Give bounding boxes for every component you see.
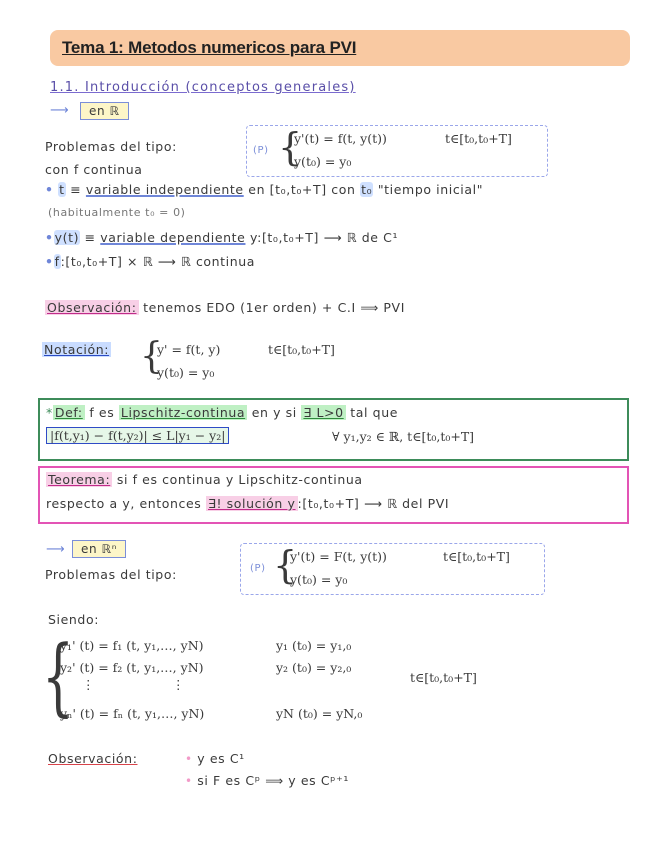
page-title: Tema 1: Metodos numericos para PVI bbox=[62, 38, 357, 57]
obs2-item2-text: si F es Cᵖ ⟹ y es Cᵖ⁺¹ bbox=[197, 773, 349, 788]
notation-cond: t∈[t₀,t₀+T] bbox=[268, 342, 335, 357]
equiv: ≡ bbox=[80, 230, 101, 245]
observation-2-item1 bbox=[185, 751, 245, 766]
bullet-f-rest: :[t₀,t₀+T] × ℝ ⟶ ℝ continua bbox=[60, 254, 256, 269]
theorem-line1 bbox=[46, 472, 363, 487]
bullet-y-rest: y:[t₀,t₀+T] ⟶ ℝ de C¹ bbox=[245, 230, 399, 245]
system2-cond1: t∈[t₀,t₀+T] bbox=[443, 549, 510, 564]
theorem-text2: respecto a y, entonces bbox=[46, 496, 206, 511]
bullet-dot-icon: • bbox=[185, 774, 193, 788]
t0-symbol: t₀ bbox=[361, 182, 373, 197]
component-ic-2: y₂ (t₀) = y₂,₀ bbox=[276, 660, 352, 675]
bullet-dot-icon: • bbox=[45, 254, 54, 269]
notation-label bbox=[42, 342, 111, 357]
def-post: en y si bbox=[247, 405, 302, 420]
system-cond1: t∈[t₀,t₀+T] bbox=[445, 131, 512, 146]
notation-eq2: y(t₀) = y₀ bbox=[157, 365, 215, 380]
definition-line2 bbox=[46, 428, 229, 443]
arrow-icon: ⟶ bbox=[46, 542, 65, 557]
exists-l: ∃ L>0 bbox=[303, 405, 344, 420]
siendo-label: Siendo: bbox=[48, 612, 100, 627]
dependent-variable: variable dependiente bbox=[100, 230, 246, 245]
bullet-dot-icon: • bbox=[45, 230, 54, 245]
lipschitz-term: Lipschitz-continua bbox=[120, 405, 246, 420]
left-brace-icon: { bbox=[42, 627, 75, 725]
lipschitz-inequality: |f(t,y₁) − f(t,y₂)| ≤ L|y₁ − y₂| bbox=[46, 427, 229, 444]
bullet-t-note: (habitualmente t₀ = 0) bbox=[48, 206, 186, 219]
theorem-line2 bbox=[46, 496, 449, 511]
bullet-dot-icon: • bbox=[185, 752, 193, 766]
bullet-t bbox=[45, 182, 483, 197]
component-eq-1: y₁' (t) = f₁ (t, y₁,…, yN) bbox=[60, 638, 204, 653]
observation-1 bbox=[45, 300, 405, 315]
theorem-text1: si f es continua y Lipschitz-continua bbox=[112, 472, 363, 487]
en-rn-label: en ℝⁿ bbox=[72, 540, 126, 558]
f-symbol: f bbox=[54, 254, 60, 269]
left-brace-icon: { bbox=[273, 543, 298, 587]
problem2-label: Problemas del tipo: bbox=[45, 567, 177, 582]
arrow-icon: ⟶ bbox=[50, 103, 69, 118]
components-cond: t∈[t₀,t₀+T] bbox=[410, 670, 477, 685]
vertical-dots: ⋮ bbox=[172, 677, 185, 692]
notation-eq1: y' = f(t, y) bbox=[157, 342, 221, 357]
observation-label-2: Observación: bbox=[48, 751, 138, 766]
component-ic-n: yN (t₀) = yN,₀ bbox=[276, 706, 363, 721]
component-eq-2: y₂' (t) = f₂ (t, y₁,…, yN) bbox=[60, 660, 204, 675]
obs2-item1-text: y es C¹ bbox=[197, 751, 245, 766]
independent-variable: variable independiente bbox=[85, 182, 244, 197]
observation-label: Observación: bbox=[47, 300, 137, 315]
section-heading: 1.1. Introducción (conceptos generales) bbox=[50, 80, 356, 95]
system2-eq1: y'(t) = F(t, y(t)) bbox=[290, 549, 387, 564]
observation-2-item2 bbox=[185, 773, 349, 788]
p-tag-2: (P) bbox=[250, 563, 266, 574]
bullet-f bbox=[45, 254, 255, 269]
star-icon: * bbox=[46, 405, 53, 420]
component-ic-1: y₁ (t₀) = y₁,₀ bbox=[276, 638, 352, 653]
bullet-y bbox=[45, 230, 398, 245]
definition-line1 bbox=[46, 405, 398, 420]
p-tag: (P) bbox=[253, 145, 269, 156]
problem-intro: Problemas del tipo: bbox=[45, 139, 177, 154]
system2-eq2: y(t₀) = y₀ bbox=[290, 572, 348, 587]
en-r-label: en ℝ bbox=[80, 102, 129, 120]
theorem-label: Teorema: bbox=[48, 472, 111, 487]
problem-intro-continua: con f continua bbox=[45, 162, 143, 177]
observation-text: tenemos EDO (1er orden) + C.I ⟹ PVI bbox=[138, 300, 405, 315]
equiv: ≡ bbox=[65, 182, 86, 197]
vertical-dots: ⋮ bbox=[82, 677, 95, 692]
notation-label-text: Notación: bbox=[44, 342, 110, 357]
def-tail: tal que bbox=[345, 405, 399, 420]
def-pre: f es bbox=[84, 405, 119, 420]
bullet-t-rest: en [t₀,t₀+T] con bbox=[243, 182, 361, 197]
left-brace-icon: { bbox=[140, 336, 163, 377]
bullet-dot-icon: • bbox=[45, 182, 54, 197]
observation-2-label bbox=[48, 751, 138, 766]
theorem-text3: :[t₀,t₀+T] ⟶ ℝ del PVI bbox=[297, 496, 450, 511]
left-brace-icon: { bbox=[278, 125, 303, 169]
y-symbol: y(t) bbox=[54, 230, 80, 245]
unique-solution: ∃! solución y bbox=[208, 496, 296, 511]
def-forall: ∀ y₁,y₂ ∈ ℝ, t∈[t₀,t₀+T] bbox=[332, 429, 475, 444]
bullet-t-tail: "tiempo inicial" bbox=[373, 182, 484, 197]
t-symbol: t bbox=[59, 182, 65, 197]
component-eq-n: yₙ' (t) = fₙ (t, y₁,…, yN) bbox=[60, 706, 205, 721]
def-label: Def: bbox=[54, 405, 83, 420]
system-eq1: y'(t) = f(t, y(t)) bbox=[294, 131, 387, 146]
system-eq2: y(t₀) = y₀ bbox=[294, 154, 352, 169]
